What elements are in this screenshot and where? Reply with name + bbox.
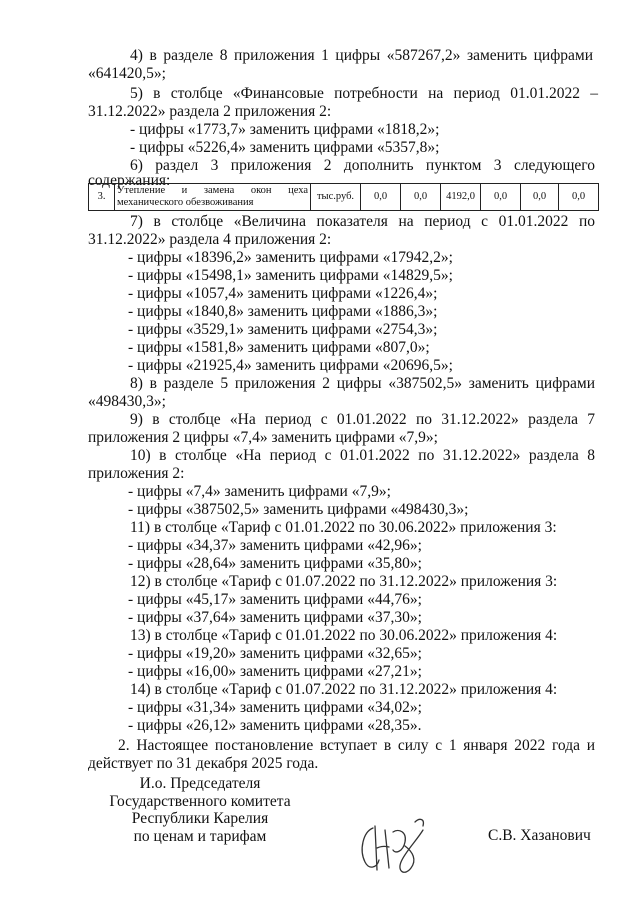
signatory-name: С.В. Хазанович: [488, 827, 591, 844]
table-cell-name: [115, 184, 311, 211]
table-cell-value: 0,0: [401, 184, 441, 211]
signatory-position-line4: по ценам и тарифам: [133, 827, 267, 845]
item-12-line1: 12) в столбце «Тариф с 01.07.2022 по 31.12.2022» приложения 3:: [130, 573, 558, 590]
item-9-line2: приложения 2 цифры «7,4» заменить цифрами «7,9»;: [88, 429, 438, 446]
item-7-change4: - цифры «1840,8» заменить цифрами «1886,3»;: [128, 303, 438, 320]
item-8-line2: «498430,3»;: [88, 393, 166, 410]
item-11-line1: 11) в столбце «Тариф с 01.01.2022 по 30.06.2022» приложения 3:: [130, 519, 557, 536]
table-row: [89, 184, 599, 211]
item-7-change2: - цифры «15498,1» заменить цифрами «14829,5»;: [128, 267, 453, 284]
item-9-line1: 9) в столбце «На период с 01.01.2022 по 31.12.2022» раздела 7: [130, 411, 595, 428]
item-12-change1: - цифры «45,17» заменить цифрами «44,76»;: [128, 591, 422, 608]
table-cell-value: 0,0: [521, 184, 559, 211]
item-11-change2: - цифры «28,64» заменить цифрами «35,80»;: [128, 555, 422, 572]
table-cell-num: 3.: [89, 184, 115, 211]
signatory-position-line2: Государственного комитета: [109, 792, 291, 810]
item-13-change2: - цифры «16,00» заменить цифрами «27,21»;: [128, 663, 422, 680]
item-7-line1: 7) в столбце «Величина показателя на период с 01.01.2022 по: [130, 213, 595, 230]
item-4-line2: «641420,5»;: [88, 65, 166, 82]
paragraph-2-line1: 2. Настоящее постановление вступает в силу с 1 января 2022 года и: [118, 737, 595, 754]
item-7-change1: - цифры «18396,2» заменить цифрами «17942,2»;: [128, 249, 453, 266]
table-cell-value: 0,0: [481, 184, 521, 211]
signatory-position-line1: И.о. Председателя: [139, 775, 261, 792]
table-cell-value: 4192,0: [441, 184, 481, 211]
table-cell-value: 0,0: [361, 184, 401, 211]
item-10-change1: - цифры «7,4» заменить цифрами «7,9»;: [128, 483, 391, 500]
signatory-position-line3: Республики Карелия: [131, 810, 269, 828]
item-10-change2: - цифры «387502,5» заменить цифрами «498430,3»;: [128, 501, 469, 518]
item-12-change2: - цифры «37,64» заменить цифрами «37,30»;: [128, 609, 422, 626]
item-7-line2: 31.12.2022» раздела 4 приложения 2:: [88, 231, 332, 248]
item-7-change7: - цифры «21925,4» заменить цифрами «20696,5»;: [128, 357, 453, 374]
paragraph-2-line2: действует по 31 декабря 2025 года.: [88, 755, 319, 772]
item-6-line1: 6) раздел 3 приложения 2 дополнить пунктом 3 следующего: [130, 157, 595, 174]
table-cell-unit: тыс.руб.: [311, 184, 361, 211]
item-13-change1: - цифры «19,20» заменить цифрами «32,65»;: [128, 645, 422, 662]
inserted-table: [88, 183, 599, 211]
item-5-change1: - цифры «1773,7» заменить цифрами «1818,2»;: [130, 121, 440, 138]
item-14-change1: - цифры «31,34» заменить цифрами «34,02»;: [128, 699, 422, 716]
item-8-line1: 8) в разделе 5 приложения 2 цифры «387502,5» заменить цифрами: [130, 375, 595, 392]
item-10-line1: 10) в столбце «На период с 01.01.2022 по 31.12.2022» раздела 8: [130, 447, 595, 464]
item-7-change5: - цифры «3529,1» заменить цифрами «2754,3»;: [128, 321, 438, 338]
table-cell-name-line1: Утепление и замена окон цеха: [117, 185, 308, 196]
item-5-line1: 5) в столбце «Финансовые потребности на период 01.01.2022 –: [130, 85, 598, 102]
item-11-change1: - цифры «34,37» заменить цифрами «42,96»;: [128, 537, 422, 554]
table-cell-name-line2: механического обезвоживания: [117, 197, 254, 208]
handwritten-signature: [355, 810, 445, 885]
item-7-change6: - цифры «1581,8» заменить цифрами «807,0»;: [128, 339, 430, 356]
item-4-line1: 4) в разделе 8 приложения 1 цифры «587267,2» заменить цифрами: [130, 47, 593, 64]
table-cell-value: 0,0: [559, 184, 599, 211]
item-6-line2: содержания:: [88, 172, 171, 189]
item-7-change3: - цифры «1057,4» заменить цифрами «1226,4»;: [128, 285, 438, 302]
signatory-position: [100, 775, 300, 845]
item-14-change2: - цифры «26,12» заменить цифрами «28,35».: [128, 717, 422, 734]
item-14-line1: 14) в столбце «Тариф с 01.07.2022 по 31.12.2022» приложения 4:: [130, 681, 558, 698]
item-5-change2: - цифры «5226,4» заменить цифрами «5357,8»;: [130, 139, 440, 156]
item-10-line2: приложения 2:: [88, 465, 185, 482]
item-5-line2: 31.12.2022» раздела 2 приложения 2:: [88, 103, 332, 120]
item-13-line1: 13) в столбце «Тариф с 01.01.2022 по 30.06.2022» приложения 4:: [130, 627, 558, 644]
